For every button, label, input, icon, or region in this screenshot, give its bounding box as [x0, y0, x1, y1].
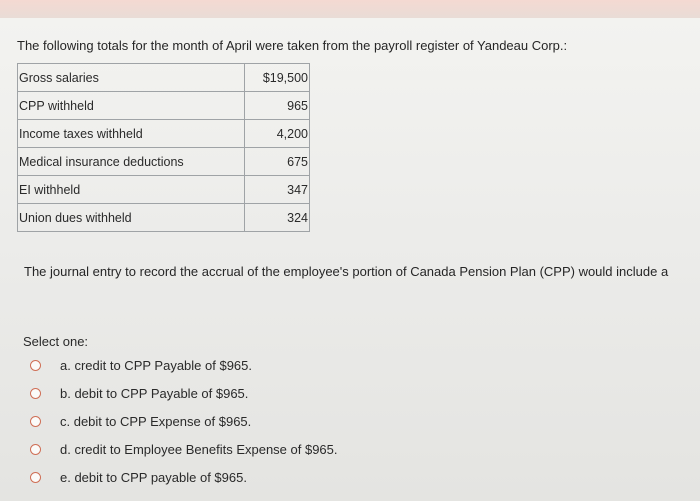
row-label: Union dues withheld	[18, 204, 245, 232]
option-label: d. credit to Employee Benefits Expense of $965.	[60, 441, 338, 457]
table-row	[18, 120, 310, 148]
row-amount: 675	[245, 148, 310, 176]
quiz-page	[0, 18, 700, 501]
row-label: Income taxes withheld	[18, 120, 245, 148]
radio-button[interactable]	[30, 472, 41, 483]
radio-button[interactable]	[30, 444, 41, 455]
select-one-label: Select one:	[23, 334, 89, 349]
row-amount: 347	[245, 176, 310, 204]
question-intro: The following totals for the month of April were taken from the payroll register of Yandeau Corp.:	[17, 38, 568, 53]
answer-option-a[interactable]	[30, 357, 252, 373]
option-label: c. debit to CPP Expense of $965.	[60, 413, 252, 429]
option-label: a. credit to CPP Payable of $965.	[60, 357, 252, 373]
row-amount: 324	[245, 204, 310, 232]
option-label: b. debit to CPP Payable of $965.	[60, 385, 249, 401]
row-amount: 965	[245, 92, 310, 120]
row-label: Medical insurance deductions	[18, 148, 245, 176]
table-row	[18, 176, 310, 204]
radio-button[interactable]	[30, 388, 41, 399]
row-amount: $19,500	[245, 64, 310, 92]
row-label: CPP withheld	[18, 92, 245, 120]
question-text: The journal entry to record the accrual of the employee's portion of Canada Pension Plan (CPP) would include a	[24, 264, 669, 279]
table-row	[18, 64, 310, 92]
row-amount: 4,200	[245, 120, 310, 148]
answer-option-d[interactable]	[30, 441, 338, 457]
top-bar	[0, 0, 700, 18]
table-row	[18, 148, 310, 176]
payroll-register-table	[17, 63, 310, 232]
table-row	[18, 204, 310, 232]
row-label: Gross salaries	[18, 64, 245, 92]
radio-button[interactable]	[30, 360, 41, 371]
option-label: e. debit to CPP payable of $965.	[60, 469, 247, 485]
answer-option-b[interactable]	[30, 385, 248, 401]
table-row	[18, 92, 310, 120]
row-label: EI withheld	[18, 176, 245, 204]
answer-option-c[interactable]	[30, 413, 251, 429]
radio-button[interactable]	[30, 416, 41, 427]
answer-option-e[interactable]	[30, 469, 247, 485]
